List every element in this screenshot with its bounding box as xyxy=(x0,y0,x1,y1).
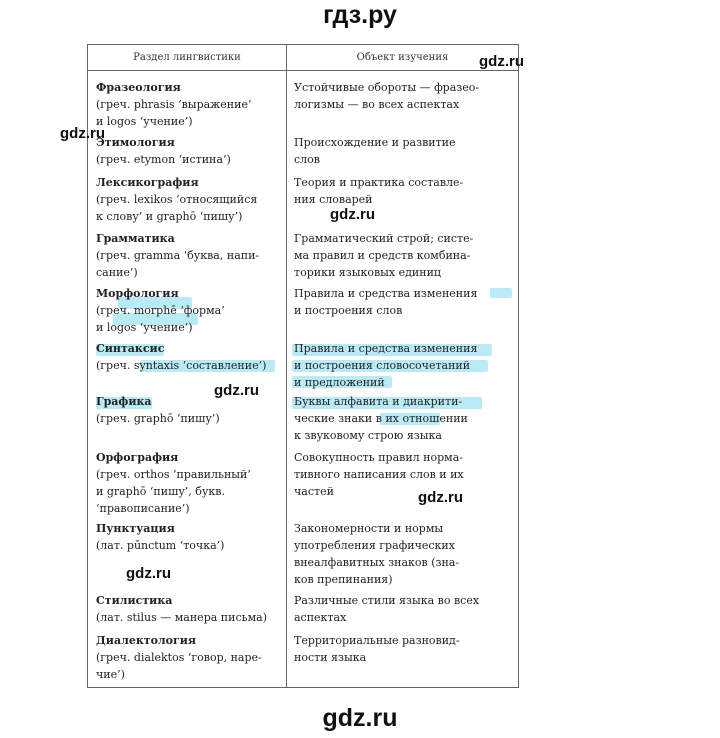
object-cell: Совокупность правил норма- тивного написания слов и их частей xyxy=(294,451,464,498)
object-cell: Устойчивые обороты — фразео- логизмы — во всех аспектах xyxy=(294,81,480,111)
table-row xyxy=(96,449,282,517)
site-title-top[interactable]: гдз.ру xyxy=(323,1,397,29)
object-cell: Теория и практика составле- ния словарей xyxy=(294,176,464,206)
table-row xyxy=(96,134,282,168)
object-cell: Закономерности и нормы употребления графических внеалфавитных знаков (зна- ков препинания) xyxy=(294,522,460,586)
column-divider xyxy=(286,44,287,688)
watermark: gdz.ru xyxy=(418,489,463,506)
table-row xyxy=(96,520,282,554)
section-title: Фразеология xyxy=(96,81,181,94)
watermark: gdz.ru xyxy=(126,565,171,582)
section-etymology: (лат. stilus — манера письма) xyxy=(96,611,268,624)
table-row xyxy=(96,285,282,336)
header-rule xyxy=(87,70,519,71)
section-etymology: (греч. morphē ‘форма’ и logos ‘учение’) xyxy=(96,304,225,334)
section-title: Синтаксис xyxy=(96,342,165,355)
section-etymology: (греч. dialektos ‘говор, наре- чие’) xyxy=(96,651,262,681)
site-title-bottom[interactable]: gdz.ru xyxy=(322,704,398,732)
section-etymology: (греч. syntaxis ‘составление’) xyxy=(96,359,267,372)
table-row xyxy=(96,79,282,130)
object-cell: Правила и средства изменения и построения слов xyxy=(294,287,478,317)
header-section: Раздел лингвистики xyxy=(133,52,241,63)
object-cell: Буквы алфавита и диакрити- ческие знаки в их отношении к звуковому строю языка xyxy=(294,395,468,442)
table-row xyxy=(96,340,282,374)
section-title: Пунктуация xyxy=(96,522,175,535)
watermark: gdz.ru xyxy=(60,125,105,142)
watermark: gdz.ru xyxy=(479,53,524,70)
section-title: Стилистика xyxy=(96,594,173,607)
watermark: gdz.ru xyxy=(214,382,259,399)
section-etymology: (греч. gramma ‘буква, напи- сание’) xyxy=(96,249,260,279)
section-title: Лексикография xyxy=(96,176,199,189)
section-etymology: (греч. etymon ‘истина’) xyxy=(96,153,231,166)
section-etymology: (лат. pūnctum ‘точка’) xyxy=(96,539,225,552)
table-row xyxy=(96,174,282,225)
object-cell: Различные стили языка во всех аспектах xyxy=(294,594,480,624)
object-cell: Грамматический строй; систе- ма правил и средств комбина- торики языковых единиц xyxy=(294,232,474,279)
section-title: Морфология xyxy=(96,287,179,300)
section-title: Грамматика xyxy=(96,232,175,245)
section-etymology: (греч. graphō ‘пишу’) xyxy=(96,412,220,425)
table-row xyxy=(96,592,282,626)
section-title: Этимология xyxy=(96,136,175,149)
section-etymology: (греч. phrasis ‘выражение’ и logos ‘учение’) xyxy=(96,98,252,128)
watermark: gdz.ru xyxy=(330,206,375,223)
table-row xyxy=(96,632,282,683)
object-cell: Происхождение и развитие слов xyxy=(294,136,456,166)
section-etymology: (греч. lexikos ‘относящийся к слову’ и graphō ‘пишу’) xyxy=(96,193,258,223)
section-title: Графика xyxy=(96,395,152,408)
table-row xyxy=(96,230,282,281)
header-object: Объект изучения xyxy=(356,52,449,63)
object-cell: Правила и средства изменения и построения словосочетаний и предложений xyxy=(294,342,478,389)
section-etymology: (греч. orthos ‘правильный’ и graphō ‘пишу’, букв. ‘правописание’) xyxy=(96,468,251,515)
section-title: Диалектология xyxy=(96,634,197,647)
object-cell: Территориальные разновид- ности языка xyxy=(294,634,460,664)
section-title: Орфография xyxy=(96,451,179,464)
